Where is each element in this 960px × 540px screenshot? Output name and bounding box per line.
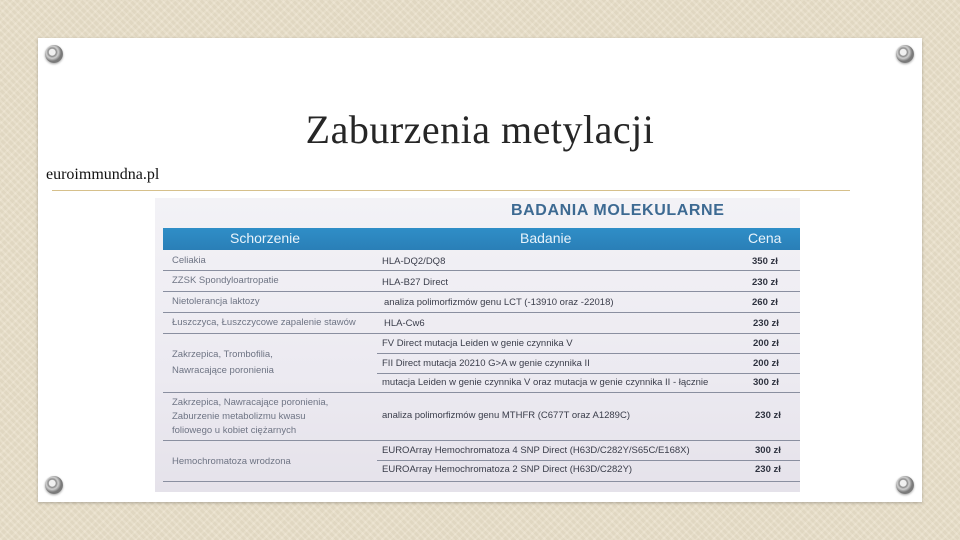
table-cell-price: 200 zł — [753, 358, 779, 369]
table-cell-price: 230 zł — [755, 464, 781, 475]
table-cell-price: 200 zł — [753, 338, 779, 349]
table-cell-price: 300 zł — [755, 445, 781, 456]
rivet-bottom-left — [45, 476, 63, 494]
table-cell-price: 300 zł — [753, 377, 779, 388]
row-divider — [163, 270, 800, 271]
row-divider — [377, 460, 800, 461]
rivet-top-left — [45, 45, 63, 63]
row-divider — [377, 373, 800, 374]
table-cell-test: HLA-B27 Direct — [382, 277, 448, 288]
table-cell-price: 230 zł — [752, 277, 778, 288]
rivet-bottom-right — [896, 476, 914, 494]
row-divider — [163, 392, 800, 393]
table-cell-test: FV Direct mutacja Leiden w genie czynnika V — [382, 338, 573, 349]
column-header-test: Badanie — [520, 230, 572, 246]
table-cell-test: mutacja Leiden w genie czynnika V oraz mutacja w genie czynnika II - łącznie — [382, 377, 709, 388]
table-cell-price: 230 zł — [755, 410, 781, 421]
table-cell-disease: foliowego u kobiet ciężarnych — [172, 425, 297, 436]
row-divider — [163, 440, 800, 441]
table-cell-price: 350 zł — [752, 256, 778, 267]
table-header — [163, 228, 800, 250]
row-divider — [163, 312, 800, 313]
table-cell-test: EUROArray Hemochromatoza 2 SNP Direct (H63D/C282Y) — [382, 464, 633, 475]
table-cell-test: analiza polimorfizmów genu MTHFR (C677T oraz A1289C) — [382, 410, 630, 421]
slide-title: Zaburzenia metylacji — [305, 107, 655, 152]
table-cell-disease: Celiakia — [172, 255, 206, 266]
table-cell-disease: Nietolerancja laktozy — [172, 296, 260, 307]
table-cell-price: 260 zł — [752, 297, 778, 308]
table-cell-disease: Łuszczyca, Łuszczycowe zapalenie stawów — [172, 317, 356, 328]
row-divider — [163, 481, 800, 482]
table-cell-test: HLA-Cw6 — [384, 318, 425, 329]
row-divider — [163, 333, 800, 334]
table-cell-test: HLA-DQ2/DQ8 — [382, 256, 446, 267]
table-cell-disease: ZZSK Spondyloartropatie — [172, 275, 279, 286]
price-table-photo — [155, 198, 800, 492]
column-header-price: Cena — [748, 230, 782, 246]
table-cell-price: 230 zł — [753, 318, 779, 329]
table-cell-disease: Zakrzepica, Nawracające poronienia, — [172, 397, 329, 408]
table-cell-test: FII Direct mutacja 20210 G>A w genie czynnika II — [382, 358, 590, 369]
row-divider — [377, 353, 800, 354]
table-cell-disease: Nawracające poronienia — [172, 365, 274, 376]
table-heading: BADANIA MOLEKULARNE — [511, 202, 725, 219]
table-cell-test: EUROArray Hemochromatoza 4 SNP Direct (H63D/C282Y/S65C/E168X) — [382, 445, 690, 456]
table-cell-disease: Zaburzenie metabolizmu kwasu — [172, 411, 306, 422]
table-cell-test: analiza polimorfizmów genu LCT (-13910 oraz -22018) — [384, 297, 614, 308]
rivet-top-right — [896, 45, 914, 63]
table-cell-disease: Zakrzepica, Trombofilia, — [172, 349, 273, 360]
website-label: euroimmundna.pl — [46, 166, 160, 183]
title-divider — [52, 190, 850, 191]
row-divider — [163, 291, 800, 292]
column-header-disease: Schorzenie — [230, 230, 301, 246]
table-cell-disease: Hemochromatoza wrodzona — [172, 456, 291, 467]
